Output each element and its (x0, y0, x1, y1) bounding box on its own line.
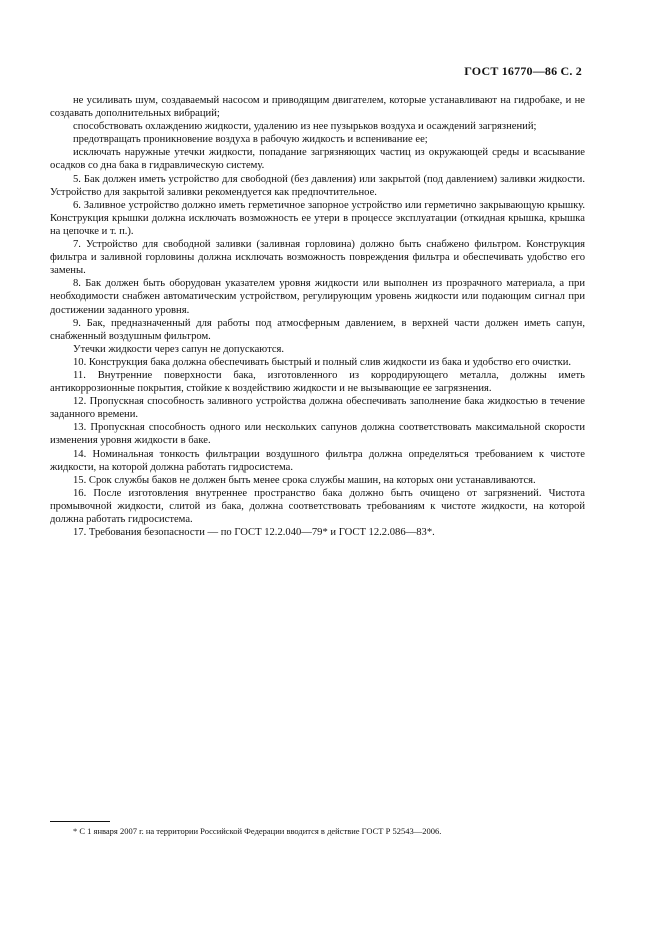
paragraph-13: 13. Пропускная способность одного или нескольких сапунов должна соответствовать максимальной скорости изменения уровня жидкости в баке. (50, 422, 585, 447)
paragraph-16: 16. После изготовления внутреннее пространство бака должно быть очищено от загрязнений. Чистота промывочной жидкости, слитой из бака, должна соответствовать требованиям к чистоте жидкости, на которой должна работать гидросистема. (50, 487, 585, 525)
paragraph-6: 6. Заливное устройство должно иметь герметичное запорное устройство или герметично закрывающую крышку. Конструкция крышки должна исключать возможность ее утери в процессе эксплуатации (откидная крышка, крышка на цепочке и т. п.). (50, 199, 585, 237)
paragraph-17: 17. Требования безопасности — по ГОСТ 12.2.040—79* и ГОСТ 12.2.086—83*. (73, 527, 435, 539)
paragraph-7: 7. Устройство для свободной заливки (заливная горловина) должно быть снабжено фильтром. Конструкция фильтра и заливной горловины должна исключать возможность повреждения фильтра и обеспечивать удобство его замены. (50, 239, 585, 277)
paragraph-list-item-3: предотвращать проникновение воздуха в рабочую жидкость и вспенивание ее; (73, 134, 428, 146)
paragraph-8: 8. Бак должен быть оборудован указателем уровня жидкости или выполнен из прозрачного материала, а при необходимости снабжен автоматическим устройством, регулирующим уровень жидкости или подающим сигнал при достижении заданного уровня. (50, 278, 585, 316)
footnote-divider (50, 821, 110, 822)
paragraph-9-note: Утечки жидкости через сапун не допускаются. (73, 343, 285, 355)
paragraph-11: 11. Внутренние поверхности бака, изготовленного из корродирующего металла, должны иметь антикоррозионные покрытия, стойкие к воздействию жидкости и не вызывающие ее загрязнения. (50, 369, 585, 395)
paragraph-list-item-1: не усиливать шум, создаваемый насосом и приводящим двигателем, которые устанавливают на гидробаке, и не создавать дополнительных вибраций; (50, 95, 585, 120)
paragraph-12: 12. Пропускная способность заливного устройства должна обеспечивать заполнение бака жидкостью в течение заданного времени. (50, 396, 585, 421)
paragraph-5: 5. Бак должен иметь устройство для свободной (без давления) или закрытой (под давлением) заливки жидкости. Устройство для закрытой заливки рекомендуется как предпочтительное. (50, 173, 585, 198)
paragraph-15: 15. Срок службы баков не должен быть менее срока службы машин, на которых они устанавливаются. (73, 474, 536, 486)
document-body (50, 94, 585, 539)
paragraph-list-item-2: способствовать охлаждению жидкости, удалению из нее пузырьков воздуха и осаждений загрязнений; (73, 121, 537, 133)
page-header: ГОСТ 16770—86 С. 2 (464, 64, 582, 78)
paragraph-10: 10. Конструкция бака должна обеспечивать быстрый и полный слив жидкости из бака и удобство его очистки. (73, 356, 572, 368)
footnote: * С 1 января 2007 г. на территории Российской Федерации вводится в действие ГОСТ Р 52543—2006. (73, 826, 442, 836)
paragraph-14: 14. Номинальная тонкость фильтрации воздушного фильтра должна определяться требованием к чистоте жидкости, на которой должна работать гидросистема. (50, 448, 585, 473)
paragraph-list-item-4: исключать наружные утечки жидкости, попадание загрязняющих частиц из окружающей среды и всасывание осадков со дна бака в гидравлическую систему. (50, 147, 585, 172)
paragraph-9: 9. Бак, предназначенный для работы под атмосферным давлением, в верхней части должен иметь сапун, снабженный воздушным фильтром. (50, 317, 585, 342)
